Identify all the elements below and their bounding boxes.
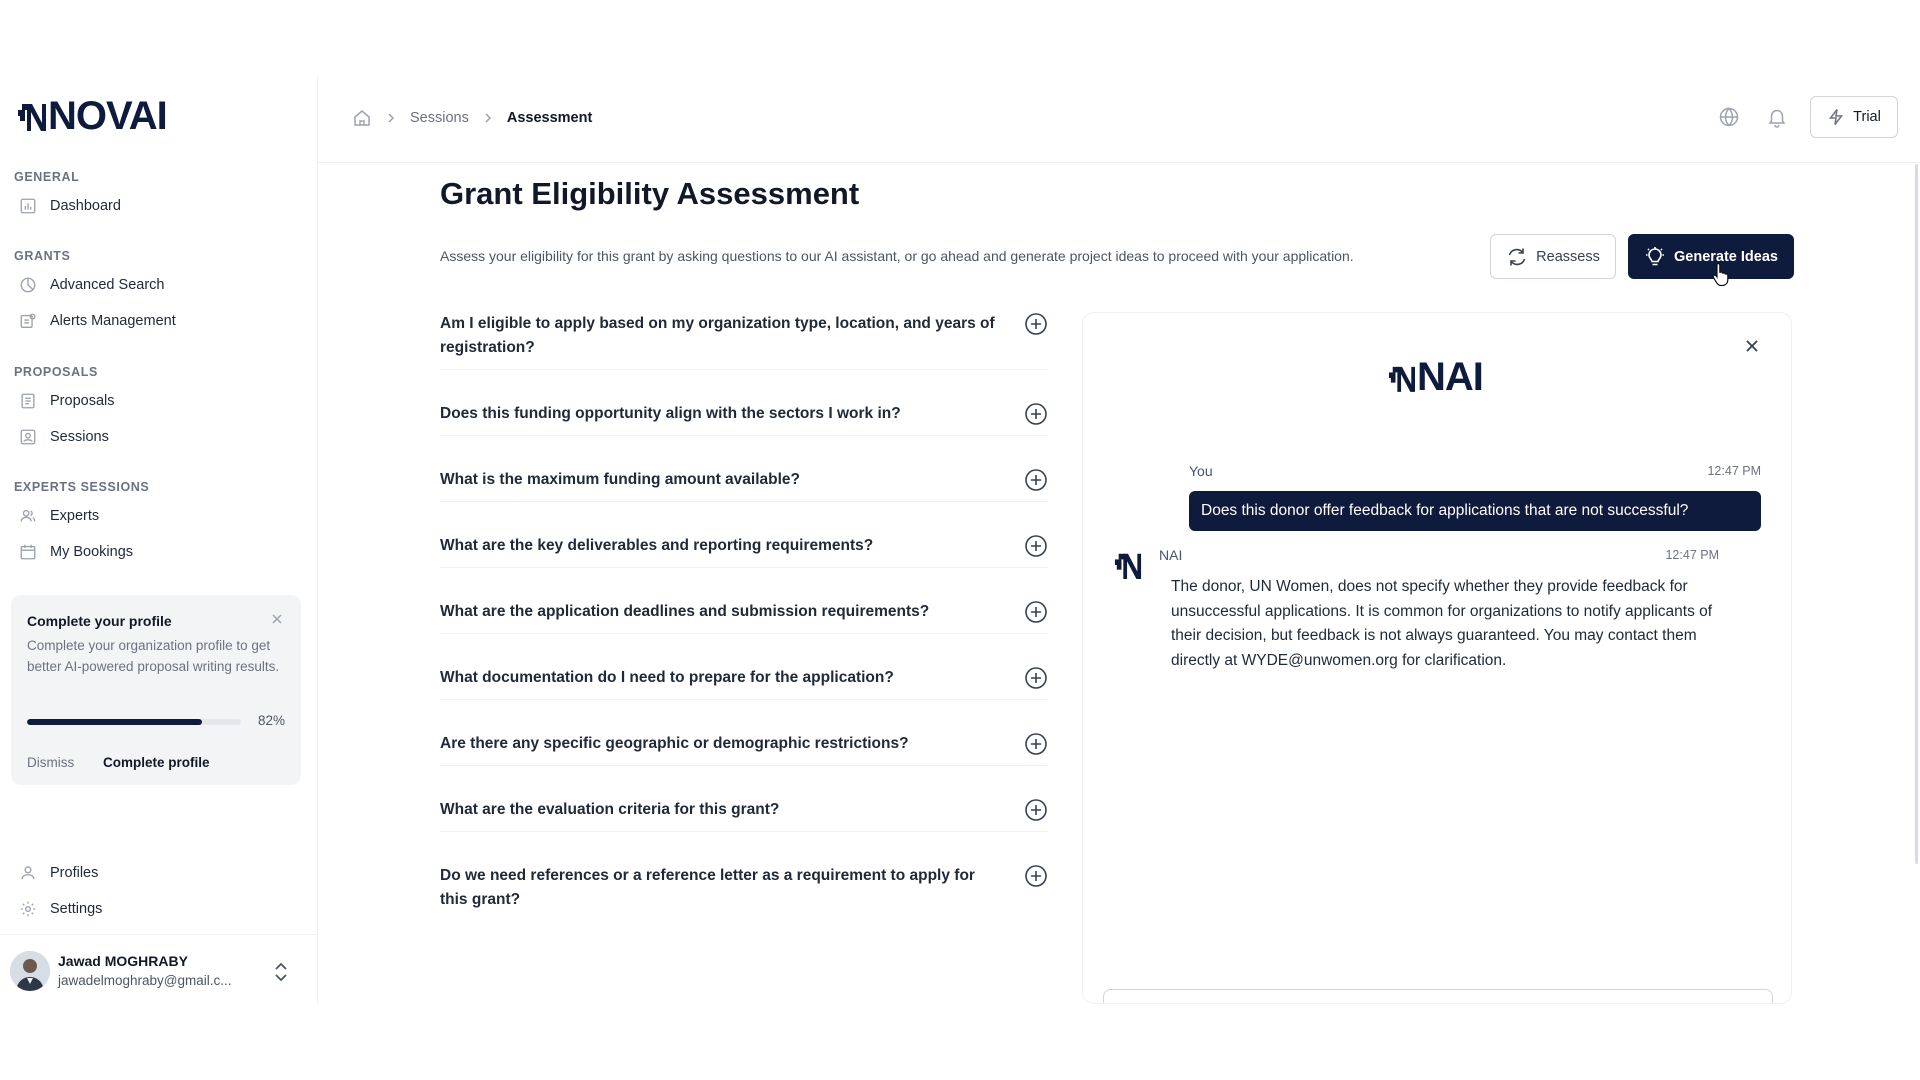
- complete-profile-card: [11, 595, 301, 785]
- sidebar-item-label: Profiles: [50, 865, 99, 881]
- sidebar-item-my-bookings[interactable]: [18, 539, 133, 565]
- profile-progress-label: 82%: [257, 713, 285, 728]
- page-scrollbar[interactable]: [1915, 164, 1918, 864]
- novai-logo-mark-icon: [18, 101, 46, 131]
- sidebar-item-label: Alerts Management: [50, 313, 176, 329]
- user-menu[interactable]: [0, 934, 318, 1004]
- plus-circle-icon[interactable]: [1024, 534, 1048, 558]
- avatar-image-icon: [10, 951, 50, 991]
- faq-question: What are the application deadlines and submission requirements?: [440, 603, 930, 620]
- faq-question: Does this funding opportunity align with the sectors I work in?: [440, 405, 901, 422]
- generate-ideas-button[interactable]: [1628, 234, 1794, 279]
- page-title: Grant Eligibility Assessment: [440, 176, 860, 211]
- faq-question: Are there any specific geographic or demographic restrictions?: [440, 735, 909, 752]
- profile-card-text: Complete your organization profile to get better AI-powered proposal writing results.: [27, 638, 280, 674]
- complete-profile-button[interactable]: Complete profile: [103, 755, 210, 770]
- sidebar: [0, 76, 318, 1004]
- users-icon: [18, 506, 38, 526]
- refresh-icon: [1506, 246, 1528, 268]
- sidebar-item-label: Proposals: [50, 393, 115, 409]
- chevron-right-icon: [384, 111, 398, 125]
- plus-circle-icon[interactable]: [1024, 468, 1048, 492]
- ai-chat-panel: [1082, 312, 1792, 1004]
- close-icon[interactable]: [1743, 337, 1761, 355]
- message-timestamp: 12:47 PM: [1665, 548, 1719, 562]
- chevron-right-icon: [481, 111, 495, 125]
- faq-item[interactable]: [440, 798, 1048, 832]
- pie-chart-icon: [18, 275, 38, 295]
- close-icon[interactable]: [269, 611, 285, 627]
- brand-name: NOVAI: [48, 93, 167, 138]
- sidebar-item-proposals[interactable]: [18, 388, 114, 414]
- plus-circle-icon[interactable]: [1024, 402, 1048, 426]
- faq-item[interactable]: [440, 666, 1048, 700]
- nai-logo-mark-icon: [1389, 364, 1415, 392]
- lightning-icon: [1827, 108, 1845, 126]
- section-general: GENERAL: [14, 170, 80, 184]
- assistant-message: The donor, UN Women, does not specify whether they provide feedback for unsuccessful applications. It is common for organizations to notify applicants of their decision, but feedback is not always guaranteed. You may contact them directly at WYDE@unwomen.org for clarification.: [1171, 578, 1713, 669]
- reassess-button[interactable]: [1490, 234, 1616, 279]
- generate-ideas-label: Generate Ideas: [1674, 248, 1778, 265]
- nai-avatar-icon: [1113, 551, 1143, 579]
- sidebar-item-dashboard[interactable]: [18, 193, 121, 219]
- nai-logo-text: NAI: [1417, 355, 1483, 399]
- plus-circle-icon[interactable]: [1024, 732, 1048, 756]
- section-proposals: PROPOSALS: [14, 365, 98, 379]
- document-icon: [18, 391, 38, 411]
- plus-circle-icon[interactable]: [1024, 600, 1048, 624]
- alert-icon: [18, 311, 38, 331]
- bell-icon[interactable]: [1766, 106, 1788, 128]
- section-experts-sessions: EXPERTS SESSIONS: [14, 480, 150, 494]
- message-sender-you: You: [1189, 463, 1213, 479]
- message-timestamp: 12:47 PM: [1707, 464, 1761, 478]
- reassess-label: Reassess: [1536, 248, 1600, 265]
- dismiss-button[interactable]: Dismiss: [27, 755, 75, 770]
- avatar[interactable]: [10, 951, 50, 991]
- faq-question: Do we need references or a reference letter as a requirement to apply for this grant?: [440, 867, 975, 908]
- home-icon[interactable]: [352, 108, 372, 128]
- plus-circle-icon[interactable]: [1024, 798, 1048, 822]
- lightbulb-icon: [1644, 246, 1666, 268]
- sidebar-item-sessions[interactable]: [18, 424, 109, 450]
- sidebar-item-label: Dashboard: [50, 198, 121, 214]
- faq-question: Am I eligible to apply based on my organization type, location, and years of registration?: [440, 315, 995, 356]
- page-description: Assess your eligibility for this grant by asking questions to our AI assistant, or go ahead and generate project ideas to proceed with your application.: [440, 248, 1354, 264]
- globe-icon[interactable]: [1718, 106, 1740, 128]
- faq-item[interactable]: [440, 864, 1048, 922]
- message-sender-nai: NAI: [1159, 547, 1183, 563]
- breadcrumb-sessions[interactable]: Sessions: [410, 110, 469, 126]
- sidebar-item-settings[interactable]: [18, 896, 102, 922]
- plus-circle-icon[interactable]: [1024, 864, 1048, 888]
- faq-item[interactable]: [440, 468, 1048, 502]
- sidebar-item-label: My Bookings: [50, 544, 134, 560]
- gear-icon: [18, 899, 38, 919]
- faq-item[interactable]: [440, 600, 1048, 634]
- faq-item[interactable]: [440, 312, 1048, 370]
- faq-question: What are the key deliverables and reporting requirements?: [440, 537, 874, 554]
- hand-cursor-icon: [1712, 262, 1730, 286]
- app-window: [0, 76, 1920, 1004]
- faq-item[interactable]: [440, 534, 1048, 568]
- faq-question: What are the evaluation criteria for this grant?: [440, 801, 780, 818]
- plus-circle-icon[interactable]: [1024, 666, 1048, 690]
- section-grants: GRANTS: [14, 249, 71, 263]
- user-icon: [18, 863, 38, 883]
- user-message-bubble: Does this donor offer feedback for applications that are not successful?: [1189, 491, 1761, 531]
- sidebar-item-profiles[interactable]: [18, 860, 98, 886]
- user-name: Jawad MOGHRABY: [58, 953, 188, 969]
- trial-label: Trial: [1853, 109, 1881, 125]
- faq-question: What is the maximum funding amount available?: [440, 471, 800, 488]
- sidebar-item-advanced-search[interactable]: [18, 272, 164, 298]
- user-square-icon: [18, 427, 38, 447]
- sidebar-item-label: Advanced Search: [50, 277, 165, 293]
- chevron-up-down-icon[interactable]: [272, 961, 290, 983]
- profile-progress-fill: [27, 719, 202, 725]
- sidebar-item-label: Settings: [50, 901, 103, 917]
- user-email: jawadelmoghraby@gmail.c...: [58, 973, 232, 988]
- message-input-box[interactable]: [1103, 989, 1773, 1004]
- sidebar-item-label: Sessions: [50, 429, 109, 445]
- breadcrumb-assessment: Assessment: [506, 110, 593, 126]
- sidebar-item-label: Experts: [50, 508, 100, 524]
- faq-item[interactable]: [440, 402, 1048, 436]
- chart-icon: [18, 196, 38, 216]
- nai-logo: [1389, 355, 1483, 400]
- calendar-icon: [18, 542, 38, 562]
- profile-card-title: Complete your profile: [27, 613, 172, 629]
- novai-logo[interactable]: [18, 94, 167, 138]
- plus-circle-icon[interactable]: [1024, 312, 1048, 336]
- breadcrumb: [352, 108, 592, 128]
- top-header: [318, 76, 1920, 163]
- profile-progress-bar: [27, 719, 241, 725]
- sidebar-item-experts[interactable]: [18, 503, 99, 529]
- trial-button[interactable]: [1810, 96, 1898, 138]
- sidebar-item-alerts-management[interactable]: [18, 308, 176, 334]
- faq-item[interactable]: [440, 732, 1048, 766]
- faq-question: What documentation do I need to prepare for the application?: [440, 669, 894, 686]
